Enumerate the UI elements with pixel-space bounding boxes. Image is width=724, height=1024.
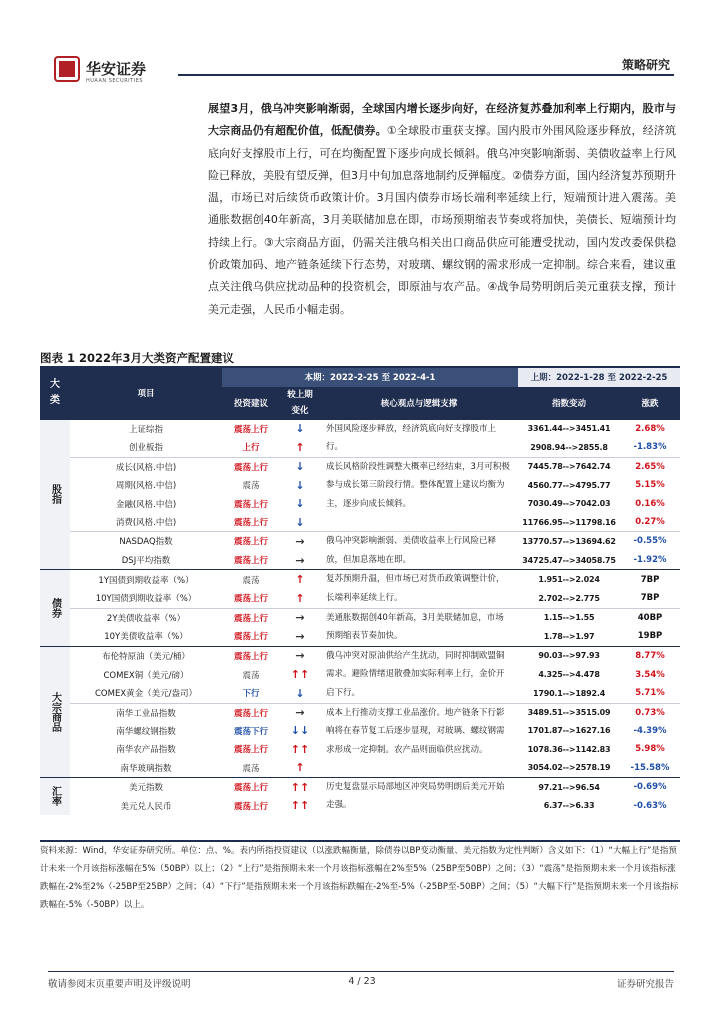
source-note: 资料来源：Wind，华安证券研究所。单位：点、%。表内所指投资建议（以涨跌幅衡量，除债券以BP变动衡量、美元指数为定性判断）含义如下：（1）“大幅上行”是指预计未来一个月该指标涨幅在5%（50BP）以上；（2）“上行”是指预期未来一个月该指标涨幅在2%至5%（25BP至50BP）之间；（3）“震荡”是指预期未来一个月该指标涨跌幅在-2%至2%（-25BP至25BP）之间；（4）“下行”是指预期未来一个月该指标跌幅在-2%至-5%（-25BP至-50BP）之间；（5）“大幅下行”是指预期未来一个月该指标跌幅在-5%（-50BP）以上。 [40,846,679,910]
row-item: 创业板指 [128,443,163,454]
row-index: 1078.36-->1142.83 [527,744,611,754]
row-recommend: 震荡上行 [222,608,280,627]
group-label-fx: 汇率 [40,777,70,815]
row-pct: 3.54% [635,669,665,680]
row-recommend: 震荡上行 [222,703,280,722]
row-pct: 7BP [620,570,680,589]
row-item: 消费(风格.中信) [115,518,177,529]
row-pct: -0.55% [620,532,680,551]
row-index: 4.325-->4.478 [538,670,600,680]
row-change-arrow: ↓↓ [290,724,310,738]
table-row [40,608,680,627]
row-index: 7445.78-->7642.74 [518,457,620,476]
row-view: 俄乌冲突对原油供给产生扰动，同时抑制欧盟铜需求。避险情绪退散叠加实际利率上行，金价开启下行。 [320,646,518,703]
row-item: DSJ平均指数 [121,556,171,567]
row-view: 历史复盘显示局部地区冲突局势明朗后美元开始走强。 [320,777,518,815]
row-index: 3361.44-->3451.41 [518,419,620,438]
row-pct: 40BP [620,608,680,627]
row-index: 11766.95-->11798.16 [522,517,616,527]
row-view: 成本上行推动支撑工业品涨价。地产链条下行影响将在春节复工后逐步显现，对玻璃、螺纹钢需求形成一定抑制。农产品则面临供应扰动。 [320,703,518,777]
row-item: 10Y美债收益率（%） [104,632,188,643]
row-item: 上证综指 [70,419,222,438]
row-change-arrow: ↑↑ [290,799,310,813]
footer-disclaimer: 敬请参阅末页重要声明及评级说明 [48,979,191,990]
footer-divider [48,971,674,972]
row-recommend: 震荡上行 [233,745,268,756]
row-pct: 7BP [640,593,660,604]
summary-body: ①全球股市重获支撑。国内股市外围风险逐步释放，经济筑底向好支撑股市上行，可在均衡配置下逐步向成长倾斜。俄乌冲突影响渐弱、美债收益率上行风险已释放，美股有望反弹，但3月中旬加息落地制约反弹幅度。②债券方面，国内经济复苏预期升温，市场已对后续货币政策计价。3月国内债券市场长端利率延续上行，短端预计进入震荡。美通胀数据创40年新高，3月美联储加息在即，市场预期缩表节奏或将加快，美债长、短端预计均持续上行。③大宗商品方面，仍需关注俄乌相关出口商品供应可能遭受扰动，国内发改委保供稳价政策加码、地产链条延续下行态势，对玻璃、螺纹钢的需求形成一定抑制。综合来看，建议重点关注俄乌供应扰动品种的投资机会，即原油与农产品。④战争局势明朗后美元重获支撑，预计美元走强，人民币小幅走弱。 [208,124,676,316]
row-change-arrow: → [295,553,305,567]
row-change-arrow: ↑ [280,570,320,589]
row-view: 成长风格阶段性调整大概率已经结束，3月可积极参与成长第三阶段行情。整体配置上建议均衡为主，逐步向成长倾斜。 [320,457,518,531]
row-item: 南华工业品指数 [70,703,222,722]
row-index: 6.37-->6.33 [543,801,595,811]
row-change-arrow: ↓ [280,419,320,438]
row-change-arrow: → [280,608,320,627]
row-pct: 0.27% [635,517,665,528]
row-item: COMEX铜（美元/磅） [103,670,189,681]
row-index: 13770.57-->13694.62 [518,532,620,551]
col-view-header: 核心观点与逻辑支撑 [320,387,518,420]
row-recommend: 震荡上行 [233,556,268,567]
row-recommend: 震荡 [242,670,260,681]
row-index: 4560.77-->4795.77 [527,480,611,490]
row-pct: -1.92% [633,555,667,566]
col-index-header: 指数变动 [518,387,620,420]
table-row [40,419,680,438]
row-change-arrow: ↑ [295,440,305,454]
row-pct: 5.71% [635,688,665,699]
col-category-header: 大 类 [40,368,70,419]
row-recommend: 震荡上行 [222,777,280,796]
col-change-header: 较上期 变化 [280,387,320,420]
row-recommend: 震荡 [242,481,260,492]
header-divider [178,74,674,76]
row-recommend: 震荡上行 [222,457,280,476]
col-item-header: 项目 [70,368,222,419]
row-recommend: 震荡上行 [233,594,268,605]
row-index: 3489.51-->3515.09 [518,703,620,722]
row-change-arrow: ↑ [295,761,305,775]
current-period-header: 本期：2022-2-25 至 2022-4-1 [222,368,518,387]
row-view: 外国风险逐步释放，经济筑底向好支撑股市上行。 [320,419,518,457]
row-index: 2908.94-->2855.8 [530,442,608,452]
brand-name: 华安证券 [86,60,147,78]
row-view: 俄乌冲突影响渐弱、美债收益率上行风险已释放，但加息落地在即。 [320,532,518,570]
table-row [40,570,680,589]
row-pct: -15.58% [630,762,670,773]
row-recommend: 震荡上行 [233,632,268,643]
summary-paragraph [208,98,676,321]
row-pct: -0.69% [620,777,680,796]
page-number: 4 / 23 [348,976,376,987]
figure-title: 图表 1 2022年3月大类资产配置建议 [40,351,235,365]
row-change-arrow: ↑↑ [290,668,310,682]
row-index: 7030.49-->7042.03 [527,499,611,509]
summary-lead: 展望3月，俄乌冲突影响渐弱，全球国内增长逐步向好，在经济复苏叠加利率上行期内，股市与大宗商品仍有超配价值，低配债券。 [208,102,676,138]
row-item: 2Y美债收益率（%） [70,608,222,627]
row-change-arrow: ↑↑ [290,742,310,756]
table-row [40,777,680,796]
row-item: NASDAQ指数 [70,532,222,551]
row-change-arrow: ↑↑ [280,777,320,796]
row-pct: -0.63% [633,800,667,811]
table-row [40,457,680,476]
row-change-arrow: → [280,532,320,551]
row-item: 美元指数 [70,777,222,796]
row-item: 周期(风格.中信) [115,481,177,492]
row-change-arrow: ↑ [295,591,305,605]
row-item: 10Y国债到期收益率（%） [95,594,197,605]
row-pct: 2.65% [620,457,680,476]
row-change-arrow: ↓ [280,457,320,476]
row-pct: 2.68% [620,419,680,438]
row-item: 美元兑人民币 [120,801,172,812]
row-recommend: 震荡下行 [233,726,268,737]
row-index: 2.702-->2.775 [538,593,600,603]
row-item: 布伦特原油（美元/桶） [70,646,222,665]
table-row [40,532,680,551]
row-pct: 0.16% [635,498,665,509]
row-recommend: 上行 [242,443,260,454]
row-recommend: 震荡上行 [222,646,280,665]
row-change-arrow: → [280,646,320,665]
row-recommend: 下行 [242,689,260,700]
row-index: 90.03-->97.93 [518,646,620,665]
row-index: 1790.1-->1892.4 [532,688,606,698]
row-change-arrow: ↓ [295,497,305,511]
row-item: 1Y国债到期收益率（%） [70,570,222,589]
allocation-table [40,368,680,815]
row-change-arrow: ↓ [295,478,305,492]
row-pct: -1.83% [633,442,667,453]
row-item: 成长(风格.中信) [70,457,222,476]
section-label: 策略研究 [621,58,670,72]
group-label-bond: 债券 [40,570,70,646]
row-pct: 5.15% [635,480,665,491]
row-item: COMEX黄金（美元/盎司） [94,689,198,700]
row-change-arrow: ↓ [295,515,305,529]
row-recommend: 震荡 [242,763,260,774]
row-item: 南华玻璃指数 [120,763,172,774]
row-pct: -4.39% [633,725,667,736]
row-change-arrow: → [295,629,305,643]
row-pct: 19BP [637,631,663,642]
table-row [40,703,680,722]
row-change-arrow: ↓ [295,686,305,700]
table-row [40,646,680,665]
row-recommend: 震荡上行 [233,499,268,510]
group-label-commodity: 大宗商品 [40,646,70,777]
row-recommend: 震荡上行 [222,532,280,551]
row-index: 1.78-->1.97 [543,631,595,641]
brand-logo-icon [54,56,80,82]
row-view: 美通胀数据创40年新高，3月美联储加息，市场预期缩表节奏加快。 [320,608,518,646]
row-recommend: 震荡上行 [222,419,280,438]
row-pct: 5.98% [635,744,665,755]
row-item: 南华螺纹钢指数 [116,726,176,737]
row-index: 1.951-->2.024 [518,570,620,589]
row-index: 1701.87-->1627.16 [527,726,611,736]
row-item: 金融(风格.中信) [115,499,177,510]
row-item: 南华农产品指数 [116,745,176,756]
brand-subtitle: HUAAN SECURITIES [86,78,144,84]
row-recommend: 震荡上行 [233,518,268,529]
group-label-equity: 股指 [40,419,70,570]
row-index: 34725.47-->34058.75 [522,555,616,565]
row-change-arrow: → [280,703,320,722]
row-recommend: 震荡上行 [233,801,268,812]
row-index: 97.21-->96.54 [518,777,620,796]
footer-report-type: 证券研究报告 [616,979,674,990]
row-recommend: 震荡 [222,570,280,589]
row-pct: 0.73% [620,703,680,722]
page-header [48,48,674,94]
row-pct: 8.77% [620,646,680,665]
row-index: 1.15-->1.55 [518,608,620,627]
col-recommend-header: 投资建议 [222,387,280,420]
previous-period-header: 上期：2022-1-28 至 2022-2-25 [518,368,680,387]
col-pct-header: 涨跌 [620,387,680,420]
row-view: 复苏预期升温，但市场已对货币政策调整计价，长端利率延续上行。 [320,570,518,608]
row-index: 3054.02-->2578.19 [527,763,611,773]
